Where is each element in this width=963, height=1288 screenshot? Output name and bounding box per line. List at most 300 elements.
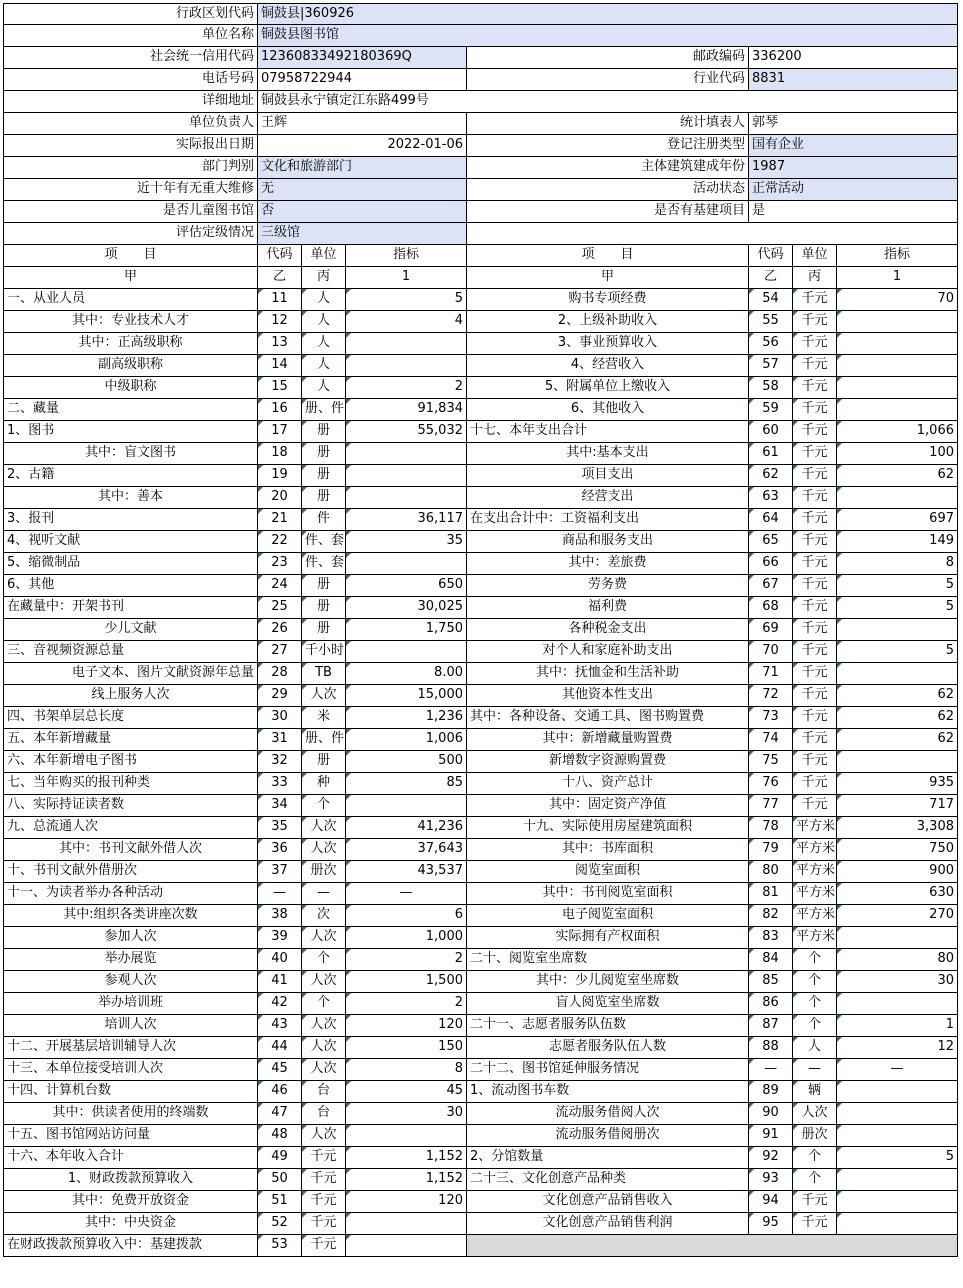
item-indicator-value[interactable] — [837, 663, 958, 685]
item-unit: 册次 — [793, 1125, 837, 1147]
item-indicator-value[interactable]: 100 — [837, 443, 958, 465]
table-row — [3, 355, 958, 377]
item-indicator-value[interactable]: 5 — [837, 641, 958, 663]
head-value[interactable]: 王辉 — [258, 113, 467, 135]
item-indicator-value[interactable] — [837, 993, 958, 1015]
item-unit: 千元 — [302, 1213, 346, 1235]
item-indicator-value[interactable]: 8.00 — [346, 663, 467, 685]
item-code: 57 — [749, 355, 793, 377]
item-indicator-value[interactable]: 6 — [346, 905, 467, 927]
item-indicator-value[interactable]: 630 — [837, 883, 958, 905]
item-indicator-value[interactable]: 12 — [837, 1037, 958, 1059]
item-code: 15 — [258, 377, 302, 399]
item-unit: 件 — [302, 509, 346, 531]
item-label: 4、经营收入 — [467, 355, 749, 377]
item-indicator-value[interactable]: 30,025 — [346, 597, 467, 619]
status-value[interactable]: 正常活动 — [749, 179, 958, 201]
item-code: 71 — [749, 663, 793, 685]
item-unit: 米 — [302, 707, 346, 729]
item-indicator-value[interactable]: 36,117 — [346, 509, 467, 531]
item-indicator-value[interactable]: 717 — [837, 795, 958, 817]
item-code: 62 — [749, 465, 793, 487]
item-unit: 千元 — [793, 707, 837, 729]
item-label: 其中：中央资金 — [4, 1213, 258, 1235]
item-indicator-value[interactable] — [837, 399, 958, 421]
item-code: 84 — [749, 949, 793, 971]
item-indicator-value[interactable]: 62 — [837, 729, 958, 751]
item-indicator-value[interactable] — [346, 333, 467, 355]
item-indicator-value[interactable]: 2 — [346, 949, 467, 971]
item-indicator-value[interactable]: 15,000 — [346, 685, 467, 707]
row-report-date — [3, 135, 958, 157]
item-indicator-value[interactable]: 935 — [837, 773, 958, 795]
table-row — [3, 531, 958, 553]
item-label: 其中：盲文图书 — [4, 443, 258, 465]
item-indicator-value[interactable] — [837, 1169, 958, 1191]
item-unit: 千元 — [793, 751, 837, 773]
item-indicator-value[interactable]: 2 — [346, 377, 467, 399]
item-indicator-value[interactable]: 2 — [346, 993, 467, 1015]
item-indicator-value[interactable]: 1,152 — [346, 1169, 467, 1191]
item-code: 39 — [258, 927, 302, 949]
stat-person-value[interactable]: 郭琴 — [749, 113, 958, 135]
item-label: 6、其他 — [4, 575, 258, 597]
table-row — [3, 1169, 958, 1191]
item-unit: 人次 — [302, 1037, 346, 1059]
item-label: 其中：少儿阅览室坐席数 — [467, 971, 749, 993]
reg-type-value[interactable]: 国有企业 — [749, 135, 958, 157]
item-unit: 千元 — [793, 597, 837, 619]
item-indicator-value[interactable] — [346, 355, 467, 377]
item-indicator-value[interactable]: 70 — [837, 289, 958, 311]
item-unit: 千元 — [793, 575, 837, 597]
rating-blank — [467, 223, 958, 245]
item-indicator-value[interactable] — [346, 465, 467, 487]
item-code: 17 — [258, 421, 302, 443]
item-code: 73 — [749, 707, 793, 729]
item-unit: 册 — [302, 421, 346, 443]
item-unit: 千元 — [793, 311, 837, 333]
item-unit: 千元 — [793, 355, 837, 377]
item-indicator-value[interactable] — [837, 1213, 958, 1235]
item-code: 66 — [749, 553, 793, 575]
item-code: 82 — [749, 905, 793, 927]
infra-value[interactable]: 是 — [749, 201, 958, 223]
item-label: 举办展览 — [4, 949, 258, 971]
item-code: 40 — [258, 949, 302, 971]
item-unit: 平方米 — [793, 817, 837, 839]
item-indicator-value[interactable] — [837, 487, 958, 509]
item-code: 92 — [749, 1147, 793, 1169]
item-label: 购书专项经费 — [467, 289, 749, 311]
item-indicator-value[interactable]: 85 — [346, 773, 467, 795]
item-indicator-value[interactable]: 1,006 — [346, 729, 467, 751]
table-row — [3, 509, 958, 531]
table-row — [3, 795, 958, 817]
item-unit: 千元 — [793, 443, 837, 465]
item-code: 61 — [749, 443, 793, 465]
report-date-label: 实际报出日期 — [4, 135, 258, 157]
item-indicator-value[interactable]: 1,152 — [346, 1147, 467, 1169]
subcol-item-right: 甲 — [467, 267, 749, 289]
item-unit: 千元 — [793, 333, 837, 355]
table-row — [3, 289, 958, 311]
rating-label: 评估定级情况 — [4, 223, 258, 245]
table-row — [3, 1103, 958, 1125]
build-year-value[interactable]: 1987 — [749, 157, 958, 179]
industry-code-label: 行业代码 — [467, 69, 749, 91]
item-unit: 平方米 — [793, 927, 837, 949]
item-label: 在藏量中：开架书刊 — [4, 597, 258, 619]
item-unit: 人 — [793, 1037, 837, 1059]
item-unit: 千元 — [793, 399, 837, 421]
item-indicator-value[interactable]: 1,236 — [346, 707, 467, 729]
item-label: 二十三、文化创意产品种类 — [467, 1169, 749, 1191]
item-code: 49 — [258, 1147, 302, 1169]
item-label: 其中：书库面积 — [467, 839, 749, 861]
item-code: 70 — [749, 641, 793, 663]
address-label: 详细地址 — [4, 91, 258, 113]
item-indicator-value[interactable]: 4 — [346, 311, 467, 333]
item-indicator-value[interactable]: 35 — [346, 531, 467, 553]
item-indicator-value[interactable]: 650 — [346, 575, 467, 597]
item-indicator-value[interactable]: 30 — [837, 971, 958, 993]
item-indicator-value[interactable]: 3,308 — [837, 817, 958, 839]
item-indicator-value[interactable]: — — [837, 1059, 958, 1081]
postcode-label: 邮政编码 — [467, 47, 749, 69]
item-indicator-value[interactable]: 62 — [837, 707, 958, 729]
item-indicator-value[interactable] — [346, 795, 467, 817]
item-indicator-value[interactable]: 500 — [346, 751, 467, 773]
item-indicator-value[interactable]: 5 — [837, 1147, 958, 1169]
item-code: 21 — [258, 509, 302, 531]
item-unit: 千元 — [793, 531, 837, 553]
item-indicator-value[interactable] — [837, 1103, 958, 1125]
item-unit: 千元 — [793, 795, 837, 817]
unit-name-value[interactable]: 铜鼓县图书馆 — [258, 25, 958, 47]
item-label: 各种税金支出 — [467, 619, 749, 641]
item-indicator-value[interactable]: 1,000 — [346, 927, 467, 949]
table-row — [3, 465, 958, 487]
table-row — [3, 553, 958, 575]
item-indicator-value[interactable] — [346, 1125, 467, 1147]
item-indicator-value[interactable] — [346, 553, 467, 575]
item-indicator-value[interactable]: 120 — [346, 1015, 467, 1037]
reg-type-label: 登记注册类型 — [467, 135, 749, 157]
col-unit-right: 单位 — [793, 245, 837, 267]
item-unit: 人次 — [302, 817, 346, 839]
item-label: 其中:基本支出 — [467, 443, 749, 465]
item-label: 举办培训班 — [4, 993, 258, 1015]
item-indicator-value[interactable]: 41,236 — [346, 817, 467, 839]
subcol-item-left: 甲 — [4, 267, 258, 289]
item-indicator-value[interactable]: 1,066 — [837, 421, 958, 443]
item-code: 11 — [258, 289, 302, 311]
item-label: 3、事业预算收入 — [467, 333, 749, 355]
item-code: 42 — [258, 993, 302, 1015]
phone-label: 电话号码 — [4, 69, 258, 91]
item-indicator-value[interactable] — [837, 751, 958, 773]
item-label: 参加人次 — [4, 927, 258, 949]
item-label: 其中：固定资产净值 — [467, 795, 749, 817]
item-indicator-value[interactable]: 62 — [837, 465, 958, 487]
item-unit: 人 — [302, 333, 346, 355]
postcode-value[interactable]: 336200 — [749, 47, 958, 69]
item-code: 12 — [258, 311, 302, 333]
col-code-right: 代码 — [749, 245, 793, 267]
report-date-value[interactable]: 2022-01-06 — [258, 135, 467, 157]
item-label: 中级职称 — [4, 377, 258, 399]
item-label: 商品和服务支出 — [467, 531, 749, 553]
item-unit: 千元 — [302, 1169, 346, 1191]
credit-code-value[interactable]: 12360833492180369Q — [258, 47, 467, 69]
item-unit: 册 — [302, 487, 346, 509]
item-unit: 册、件 — [302, 399, 346, 421]
item-indicator-value[interactable]: 120 — [346, 1191, 467, 1213]
column-header-row — [3, 245, 958, 267]
item-indicator-value[interactable]: 30 — [346, 1103, 467, 1125]
item-label: 其中：差旅费 — [467, 553, 749, 575]
item-code: 60 — [749, 421, 793, 443]
phone-value[interactable]: 07958722944 — [258, 69, 467, 91]
item-label: 2、古籍 — [4, 465, 258, 487]
dept-label: 部门判别 — [4, 157, 258, 179]
item-code: 33 — [258, 773, 302, 795]
table-row — [3, 1191, 958, 1213]
rating-value[interactable]: 三级馆 — [258, 223, 467, 245]
item-code: 64 — [749, 509, 793, 531]
item-unit: 人 — [302, 377, 346, 399]
item-label: 二十一、志愿者服务队伍数 — [467, 1015, 749, 1037]
item-label: 电子阅览室面积 — [467, 905, 749, 927]
table-row — [3, 817, 958, 839]
item-label: 阅览室面积 — [467, 861, 749, 883]
item-label: 志愿者服务队伍人数 — [467, 1037, 749, 1059]
table-row — [3, 1037, 958, 1059]
item-unit: 千元 — [793, 685, 837, 707]
item-code: 54 — [749, 289, 793, 311]
item-unit: 千小时 — [302, 641, 346, 663]
subcol-indicator-right: 1 — [837, 267, 958, 289]
item-code: 24 — [258, 575, 302, 597]
item-label: 新增数字资源购置费 — [467, 751, 749, 773]
item-unit: 个 — [793, 1147, 837, 1169]
item-indicator-value[interactable]: 37,643 — [346, 839, 467, 861]
address-value[interactable]: 铜鼓县永宁镇定江东路499号 — [258, 91, 958, 113]
col-unit-left: 单位 — [302, 245, 346, 267]
item-indicator-value[interactable] — [837, 1081, 958, 1103]
item-indicator-value[interactable]: 8 — [346, 1059, 467, 1081]
children-label: 是否儿童图书馆 — [4, 201, 258, 223]
item-indicator-value[interactable]: 91,834 — [346, 399, 467, 421]
item-indicator-value[interactable]: 750 — [837, 839, 958, 861]
item-indicator-value[interactable]: 1,750 — [346, 619, 467, 641]
region-code-value[interactable]: 铜鼓县|360926 — [258, 4, 958, 25]
subcol-unit-left: 丙 — [302, 267, 346, 289]
item-indicator-value[interactable]: 43,537 — [346, 861, 467, 883]
item-indicator-value[interactable] — [837, 355, 958, 377]
item-unit: TB — [302, 663, 346, 685]
item-indicator-value[interactable]: 5 — [837, 597, 958, 619]
item-label: 5、缩微制品 — [4, 553, 258, 575]
row-phone — [3, 69, 958, 91]
item-unit: 个 — [302, 993, 346, 1015]
table-row — [3, 663, 958, 685]
item-label: 其中：免费开放资金 — [4, 1191, 258, 1213]
item-indicator-value[interactable]: 900 — [837, 861, 958, 883]
item-label: 十二、开展基层培训辅导人次 — [4, 1037, 258, 1059]
industry-code-value[interactable]: 8831 — [749, 69, 958, 91]
item-unit: 千元 — [793, 377, 837, 399]
item-unit: 平方米 — [793, 883, 837, 905]
table-row — [3, 1059, 958, 1081]
col-item-right: 项 目 — [467, 245, 749, 267]
item-indicator-value[interactable] — [837, 311, 958, 333]
item-indicator-value[interactable] — [346, 1235, 467, 1257]
dept-value[interactable]: 文化和旅游部门 — [258, 157, 467, 179]
item-label: 在财政拨款预算收入中：基建拨款 — [4, 1235, 258, 1257]
item-unit: 人 — [302, 311, 346, 333]
item-indicator-value[interactable]: 149 — [837, 531, 958, 553]
item-indicator-value[interactable]: 1,500 — [346, 971, 467, 993]
children-value[interactable]: 否 — [258, 201, 467, 223]
item-label: 十一、为读者举办各种活动 — [4, 883, 258, 905]
item-code: 56 — [749, 333, 793, 355]
item-label: 6、其他收入 — [467, 399, 749, 421]
item-indicator-value[interactable]: 697 — [837, 509, 958, 531]
item-indicator-value[interactable]: 270 — [837, 905, 958, 927]
item-indicator-value[interactable] — [346, 487, 467, 509]
item-code: 41 — [258, 971, 302, 993]
item-label: 线上服务人次 — [4, 685, 258, 707]
item-label: 其中：各种设备、交通工具、图书购置费 — [467, 707, 749, 729]
table-row — [3, 377, 958, 399]
item-label: 十、书刊文献外借册次 — [4, 861, 258, 883]
item-code: 52 — [258, 1213, 302, 1235]
item-unit: 册次 — [302, 861, 346, 883]
item-indicator-value[interactable] — [837, 927, 958, 949]
item-label: 对个人和家庭补助支出 — [467, 641, 749, 663]
item-indicator-value[interactable] — [837, 1125, 958, 1147]
item-code: — — [749, 1059, 793, 1081]
item-unit: 千元 — [793, 487, 837, 509]
item-code: 90 — [749, 1103, 793, 1125]
item-unit: 千元 — [793, 465, 837, 487]
item-indicator-value[interactable] — [346, 641, 467, 663]
item-label: 四、书架单层总长度 — [4, 707, 258, 729]
table-row — [3, 729, 958, 751]
row-repair — [3, 179, 958, 201]
item-label: 少儿文献 — [4, 619, 258, 641]
item-code: 28 — [258, 663, 302, 685]
item-label: 文化创意产品销售收入 — [467, 1191, 749, 1213]
item-unit: 千元 — [793, 619, 837, 641]
item-unit: 人次 — [793, 1103, 837, 1125]
item-code: 80 — [749, 861, 793, 883]
item-unit: 人次 — [302, 839, 346, 861]
item-label: 六、本年新增电子图书 — [4, 751, 258, 773]
item-unit: 千元 — [793, 641, 837, 663]
item-unit: 台 — [302, 1103, 346, 1125]
table-row — [3, 619, 958, 641]
head-label: 单位负责人 — [4, 113, 258, 135]
item-label: 其中：抚恤金和生活补助 — [467, 663, 749, 685]
table-row — [3, 927, 958, 949]
item-unit: 人 — [302, 355, 346, 377]
item-code: 95 — [749, 1213, 793, 1235]
table-row — [3, 1147, 958, 1169]
item-indicator-value[interactable] — [837, 619, 958, 641]
item-unit: 个 — [793, 1015, 837, 1037]
data-rows — [3, 289, 958, 1257]
item-indicator-value[interactable]: 5 — [837, 575, 958, 597]
item-unit: 千元 — [793, 729, 837, 751]
item-unit: 千元 — [793, 553, 837, 575]
repair-value[interactable]: 无 — [258, 179, 467, 201]
column-subheader-row — [3, 267, 958, 289]
row-head — [3, 113, 958, 135]
item-code: 83 — [749, 927, 793, 949]
item-indicator-value[interactable] — [837, 377, 958, 399]
item-code: 20 — [258, 487, 302, 509]
item-unit: 册 — [302, 465, 346, 487]
item-unit: 人次 — [302, 971, 346, 993]
item-label: 2、上级补助收入 — [467, 311, 749, 333]
item-label: 福利费 — [467, 597, 749, 619]
item-unit: 册 — [302, 597, 346, 619]
table-row — [3, 1235, 958, 1257]
empty-cell — [467, 1235, 958, 1257]
item-unit: 平方米 — [793, 861, 837, 883]
item-indicator-value[interactable] — [837, 333, 958, 355]
item-indicator-value[interactable]: 62 — [837, 685, 958, 707]
table-row — [3, 971, 958, 993]
col-item-left: 项 目 — [4, 245, 258, 267]
item-code: 34 — [258, 795, 302, 817]
item-code: 87 — [749, 1015, 793, 1037]
item-indicator-value[interactable]: 55,032 — [346, 421, 467, 443]
item-label: 5、附属单位上缴收入 — [467, 377, 749, 399]
item-label: 劳务费 — [467, 575, 749, 597]
item-code: 69 — [749, 619, 793, 641]
item-indicator-value[interactable]: — — [346, 883, 467, 905]
subcol-unit-right: 丙 — [793, 267, 837, 289]
item-code: 47 — [258, 1103, 302, 1125]
item-unit: 平方米 — [793, 839, 837, 861]
item-indicator-value[interactable]: 8 — [837, 553, 958, 575]
item-indicator-value[interactable]: 150 — [346, 1037, 467, 1059]
item-indicator-value[interactable]: 5 — [346, 289, 467, 311]
table-row — [3, 1213, 958, 1235]
item-indicator-value[interactable] — [346, 1213, 467, 1235]
item-label: 其中：书刊阅览室面积 — [467, 883, 749, 905]
item-label: 3、报刊 — [4, 509, 258, 531]
item-indicator-value[interactable]: 1 — [837, 1015, 958, 1037]
table-row — [3, 751, 958, 773]
item-indicator-value[interactable] — [837, 1191, 958, 1213]
item-code: 38 — [258, 905, 302, 927]
build-year-label: 主体建筑建成年份 — [467, 157, 749, 179]
item-unit: 千元 — [793, 421, 837, 443]
item-indicator-value[interactable]: 80 — [837, 949, 958, 971]
item-indicator-value[interactable] — [346, 443, 467, 465]
item-unit: 人次 — [302, 1059, 346, 1081]
item-indicator-value[interactable]: 45 — [346, 1081, 467, 1103]
item-unit: 个 — [793, 949, 837, 971]
item-unit: 千元 — [302, 1235, 346, 1257]
status-label: 活动状态 — [467, 179, 749, 201]
item-unit: 人 — [302, 289, 346, 311]
